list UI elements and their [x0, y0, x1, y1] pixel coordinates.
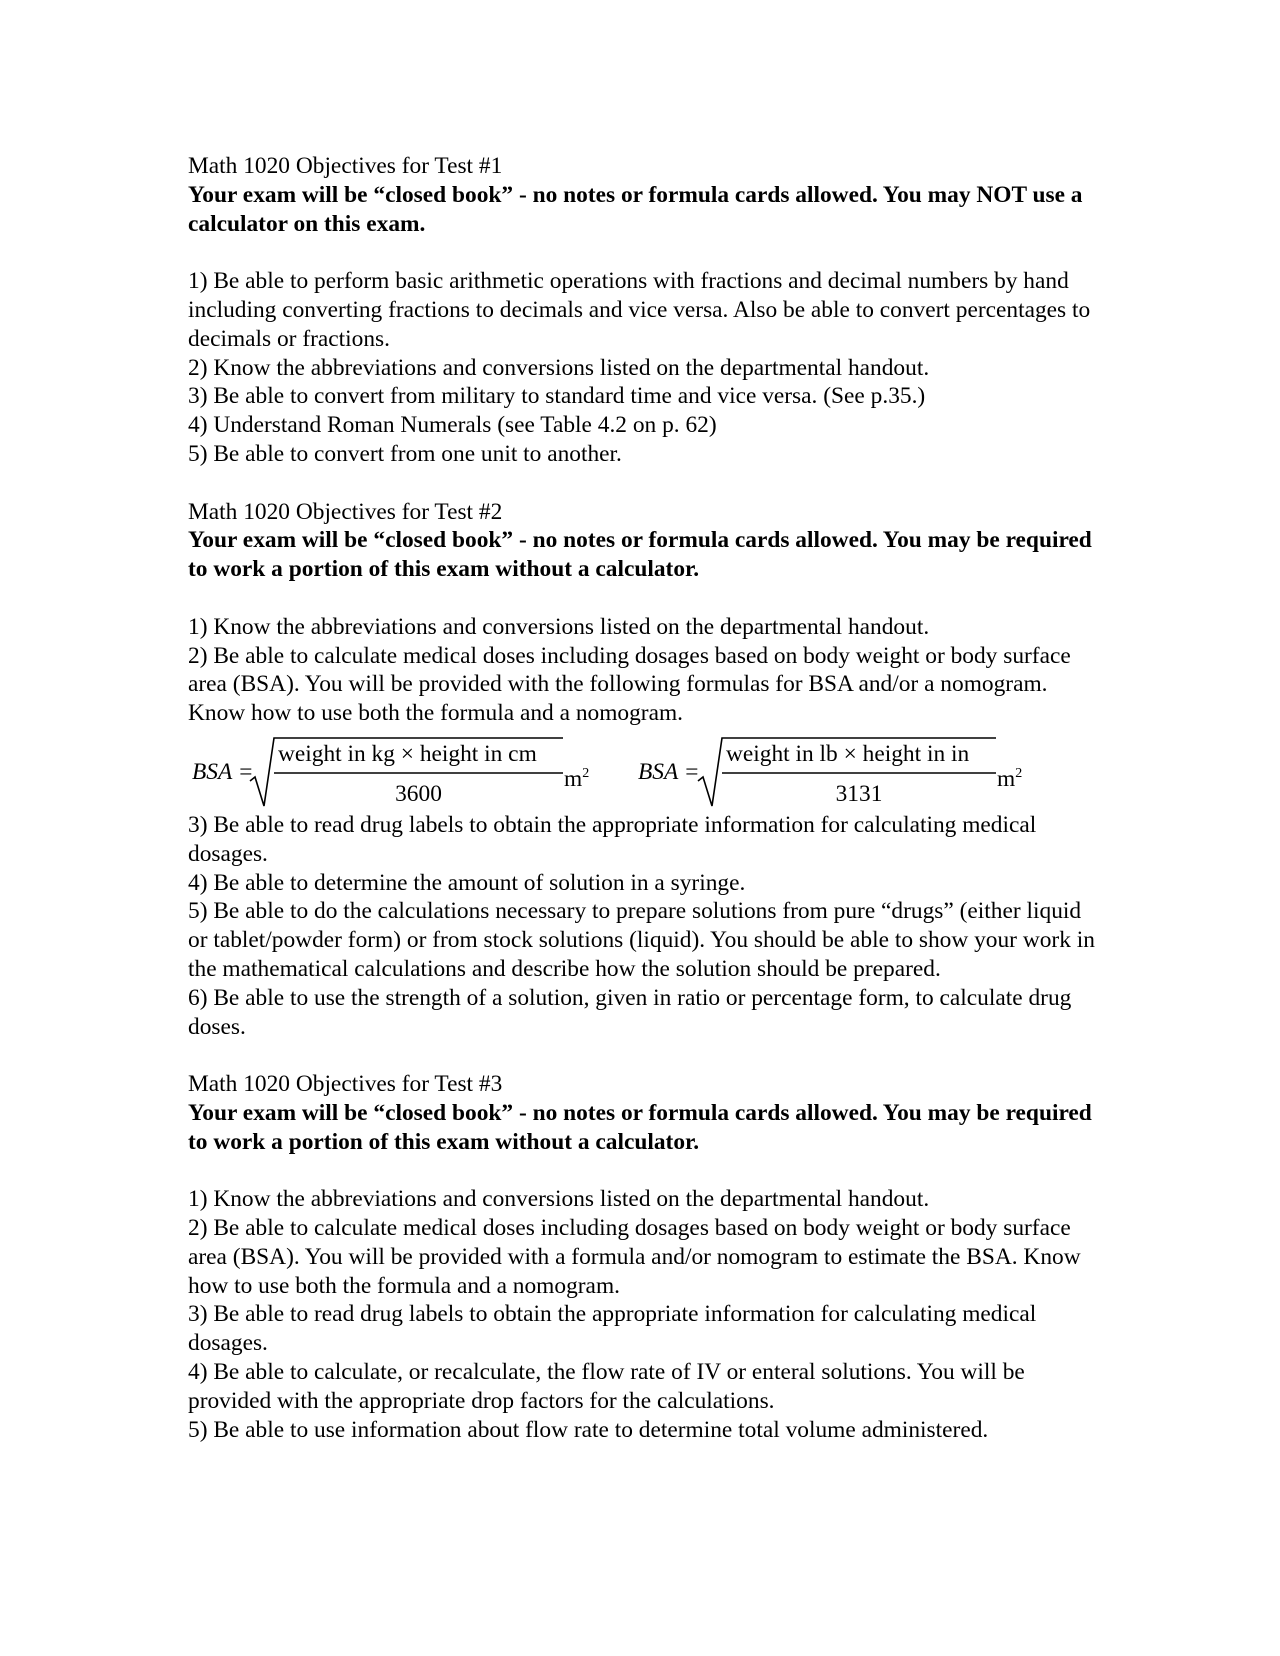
test3-notice: Your exam will be “closed book” - no notes or formula cards allowed. You may be required to work a portion of this exam without a calculator. — [188, 1099, 1092, 1155]
test3-title: Math 1020 Objectives for Test #3 — [188, 1071, 503, 1098]
objective-item: 3) Be able to convert from military to standard time and vice versa. (See p.35.) — [188, 383, 926, 410]
formula-denominator: 3600 — [395, 780, 442, 807]
formula-lhs: BSA = — [192, 758, 254, 785]
test2-title: Math 1020 Objectives for Test #2 — [188, 498, 503, 525]
objective-item: 1) Know the abbreviations and conversions listed on the departmental handout. — [188, 613, 930, 640]
objective-item: 2) Be able to calculate medical doses including dosages based on body weight or body surface area (BSA). You will be provided with the following formulas for BSA and/or a nomogram. Know how to use both the formula and a nomogram. — [188, 642, 1071, 727]
test2-objectives-part1 — [188, 613, 1098, 728]
formula-denominator: 3131 — [835, 780, 883, 807]
formula-unit: $m^2$ — [997, 765, 1023, 792]
objective-item: 3) Be able to read drug labels to obtain the appropriate information for calculating medical dosages. — [188, 811, 1037, 867]
bsa-formulas — [188, 736, 1098, 811]
test1-title: Math 1020 Objectives for Test #1 — [188, 153, 503, 179]
test2-objectives-part2 — [188, 811, 1098, 1041]
test1-section — [188, 152, 1098, 469]
test2-notice: Your exam will be “closed book” - no notes or formula cards allowed. You may be required to work a portion of this exam without a calculator. — [188, 527, 1092, 583]
objective-item: 4) Understand Roman Numerals (see Table 4.2 on p. 62) — [188, 412, 717, 439]
objective-item: 3) Be able to read drug labels to obtain the appropriate information for calculating medical dosages. — [188, 1301, 1037, 1357]
test3-objectives — [188, 1185, 1098, 1444]
objective-item: 4) Be able to calculate, or recalculate, the flow rate of IV or enteral solutions. You will be provided with the appropriate drop factors for the calculations. — [188, 1359, 1025, 1414]
test1-notice: Your exam will be “closed book” - no notes or formula cards allowed. You may NOT use a calculator on this exam. — [188, 181, 1083, 237]
bsa-formula-metric — [188, 736, 598, 811]
formula-unit: $m^2$ — [564, 765, 590, 792]
objective-item: 2) Be able to calculate medical doses including dosages based on body weight or body surface area (BSA). You will be provided with a formula and/or nomogram to estimate the BSA. Know how to use both the formula and a nomogram. — [188, 1215, 1081, 1299]
document-page — [188, 152, 1098, 1444]
objective-item: 5) Be able to do the calculations necessary to prepare solutions from pure “drugs” (either liquid or tablet/powder form) or from stock solutions (liquid). You should be able to show your work in the mathematical calculations and describe how the solution should be prepared. — [188, 898, 1095, 982]
formula-lhs: BSA = — [638, 758, 700, 785]
test1-objectives — [188, 267, 1098, 469]
objective-item: 5) Be able to use information about flow rate to determine total volume administered. — [188, 1416, 989, 1443]
objective-item: 2) Know the abbreviations and conversions listed on the departmental handout. — [188, 354, 930, 381]
objective-item: 1) Be able to perform basic arithmetic operations with fractions and decimal numbers by hand including converting fractions to decimals and vice versa. Also be able to convert percentages to decimals or fractions. — [188, 268, 1091, 352]
objective-item: 5) Be able to convert from one unit to another. — [188, 440, 622, 467]
test2-section — [188, 498, 1098, 1042]
test3-section — [188, 1070, 1098, 1444]
formula-numerator: weight in lb × height in in — [726, 740, 970, 767]
bsa-formula-imperial — [638, 736, 1038, 811]
objective-item: 4) Be able to determine the amount of solution in a syringe. — [188, 869, 746, 896]
objective-item: 6) Be able to use the strength of a solution, given in ratio or percentage form, to calculate drug doses. — [188, 984, 1072, 1040]
formula-numerator: weight in kg × height in cm — [278, 740, 537, 767]
objective-item: 1) Know the abbreviations and conversions listed on the departmental handout. — [188, 1186, 930, 1213]
